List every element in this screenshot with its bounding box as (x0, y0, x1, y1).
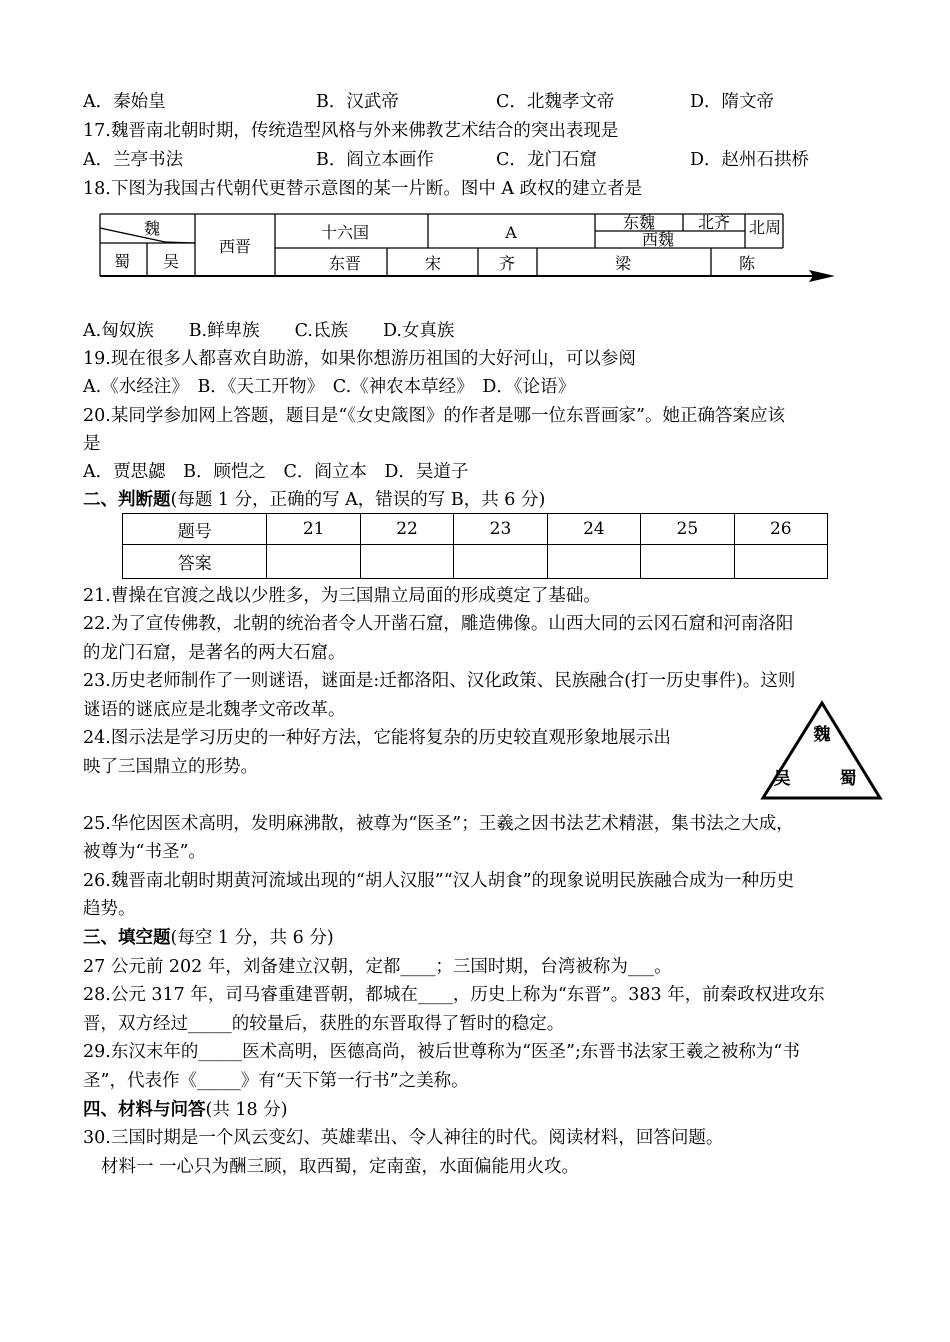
q18-stem: 18.下图为我国古代朝代更替示意图的某一片断。图中 A 政权的建立者是 (83, 179, 643, 199)
q16-option-b: B．汉武帝 (316, 92, 399, 112)
answer-cell-25[interactable] (641, 545, 734, 579)
dynasty-eastern-wei: 东魏 (622, 213, 656, 232)
q19-stem: 19.现在很多人都喜欢自助游，如果你想游历祖国的大好河山，可以参阅 (83, 349, 636, 369)
answer-table-header-25: 25 (641, 514, 734, 545)
dynasty-liang: 梁 (614, 254, 632, 273)
q20-stem-line1: 20.某同学参加网上答题，题目是“《女史箴图》的作者是哪一位东晋画家”。她正确答案应该 (83, 406, 785, 426)
q18-options: A.匈奴族 B.鲜卑族 C.氐族 D.女真族 (83, 321, 455, 341)
triangle-shu: 蜀 (839, 769, 857, 789)
section4-title: 四、材料与问答 (83, 1100, 206, 1120)
q21: 21.曹操在官渡之战以少胜多，为三国鼎立局面的形成奠定了基础。 (83, 586, 601, 606)
q25-line1: 25.华佗因医术高明，发明麻沸散，被尊为“医圣”；王羲之因书法艺术精湛，集书法之大成， (83, 814, 794, 834)
answer-table-header-24: 24 (547, 514, 640, 545)
q30-stem: 30.三国时期是一个风云变幻、英雄辈出、令人神往的时代。阅读材料，回答问题。 (83, 1128, 724, 1148)
three-kingdoms-triangle (760, 700, 884, 806)
q16-option-d: D．隋文帝 (690, 92, 775, 112)
dynasty-western-jin: 西晋 (218, 237, 252, 256)
dynasty-eastern-jin: 东晋 (328, 254, 362, 273)
triangle-wu: 吴 (773, 769, 791, 789)
answer-table-header-23: 23 (454, 514, 547, 545)
dynasty-timeline-diagram (95, 210, 840, 290)
q16-option-a: A．秦始皇 (83, 92, 166, 112)
q25-line2: 被尊为“书圣”。 (83, 842, 206, 862)
q20-stem-line2: 是 (83, 434, 101, 454)
answer-table (122, 513, 828, 579)
q17-option-b: B．阎立本画作 (316, 150, 434, 170)
q23-line2: 谜语的谜底应是北魏孝文帝改革。 (83, 700, 346, 720)
answer-table-header-26: 26 (734, 514, 827, 545)
q20-options: A．贾思勰 B．顾恺之 C．阎立本 D．吴道子 (83, 462, 469, 482)
q16-option-c: C．北魏孝文帝 (496, 92, 615, 112)
q24-line1: 24.图示法是学习历史的一种好方法，它能将复杂的历史较直观形象地展示出 (83, 728, 671, 748)
q22-line1: 22.为了宣传佛教，北朝的统治者令人开凿石窟，雕造佛像。山西大同的云冈石窟和河南洛阳 (83, 614, 794, 634)
q30-material1: 材料一 一心只为酬三顾，取西蜀，定南蛮，水面偏能用火攻。 (101, 1157, 580, 1177)
q22-line2: 的龙门石窟，是著名的两大石窟。 (83, 643, 346, 663)
dynasty-northern-qi: 北齐 (697, 213, 731, 232)
q17-option-a: A．兰亭书法 (83, 150, 184, 170)
q28-line2: 晋，双方经过_____的较量后，获胜的东晋取得了暂时的稳定。 (83, 1014, 565, 1034)
answer-cell-21[interactable] (267, 545, 360, 579)
q26-line2: 趋势。 (83, 899, 136, 919)
q17-stem: 17.魏晋南北朝时期，传统造型风格与外来佛教艺术结合的突出表现是 (83, 121, 619, 141)
q28-line1: 28.公元 317 年，司马睿重建晋朝，都城在____，历史上称为“东晋”。383 年，前秦政权进攻东 (83, 985, 825, 1005)
answer-table-header-22: 22 (360, 514, 453, 545)
dynasty-chen: 陈 (738, 254, 756, 273)
section3-note: (每空 1 分，共 6 分) (170, 928, 334, 948)
dynasty-sixteen-kingdoms: 十六国 (320, 223, 370, 242)
section2-title: 二、判断题 (83, 490, 171, 510)
section4-note: (共 18 分) (205, 1100, 288, 1120)
answer-cell-22[interactable] (360, 545, 453, 579)
section2-heading (83, 488, 545, 512)
answer-table-row-label: 答案 (123, 545, 267, 579)
q23-line1: 23.历史老师制作了一则谜语，谜面是:迁都洛阳、汉化政策、民族融合(打一历史事件)。这则 (83, 671, 796, 691)
dynasty-wu: 吴 (162, 252, 180, 271)
q24-line2: 映了三国鼎立的形势。 (83, 757, 258, 777)
section3-title: 三、填空题 (83, 928, 171, 948)
q27: 27 公元前 202 年，刘备建立汉朝，定都____；三国时期，台湾被称为___。 (83, 957, 672, 977)
q19-options: A.《水经注》 B．《天工开物》 C.《神农本草经》 D．《论语》 (83, 377, 576, 397)
section2-note: (每题 1 分，正确的写 A，错误的写 B，共 6 分) (170, 490, 546, 510)
dynasty-northern-zhou: 北周 (748, 218, 782, 237)
q29-line1: 29.东汉末年的_____医术高明，医德高尚，被后世尊称为“医圣”;东晋书法家王羲之被称为“书 (83, 1042, 800, 1062)
answer-cell-24[interactable] (547, 545, 640, 579)
dynasty-shu: 蜀 (113, 252, 131, 271)
section3-heading (83, 926, 334, 950)
triangle-wei: 魏 (813, 725, 831, 745)
dynasty-western-wei: 西魏 (641, 230, 675, 249)
section4-heading (83, 1098, 288, 1122)
dynasty-song: 宋 (424, 254, 442, 273)
dynasty-a: A (505, 223, 517, 242)
dynasty-qi: 齐 (498, 254, 516, 273)
answer-table-header-21: 21 (267, 514, 360, 545)
answer-table-header-label: 题号 (123, 514, 267, 545)
answer-cell-23[interactable] (454, 545, 547, 579)
q26-line1: 26.魏晋南北朝时期黄河流域出现的“胡人汉服”“汉人胡食”的现象说明民族融合成为一种历史 (83, 871, 795, 891)
q17-option-c: C．龙门石窟 (496, 150, 597, 170)
dynasty-wei: 魏 (143, 219, 161, 238)
q17-option-d: D．赵州石拱桥 (690, 150, 810, 170)
q29-line2: 圣”，代表作《_____》有“天下第一行书”之美称。 (83, 1071, 469, 1091)
answer-cell-26[interactable] (734, 545, 827, 579)
